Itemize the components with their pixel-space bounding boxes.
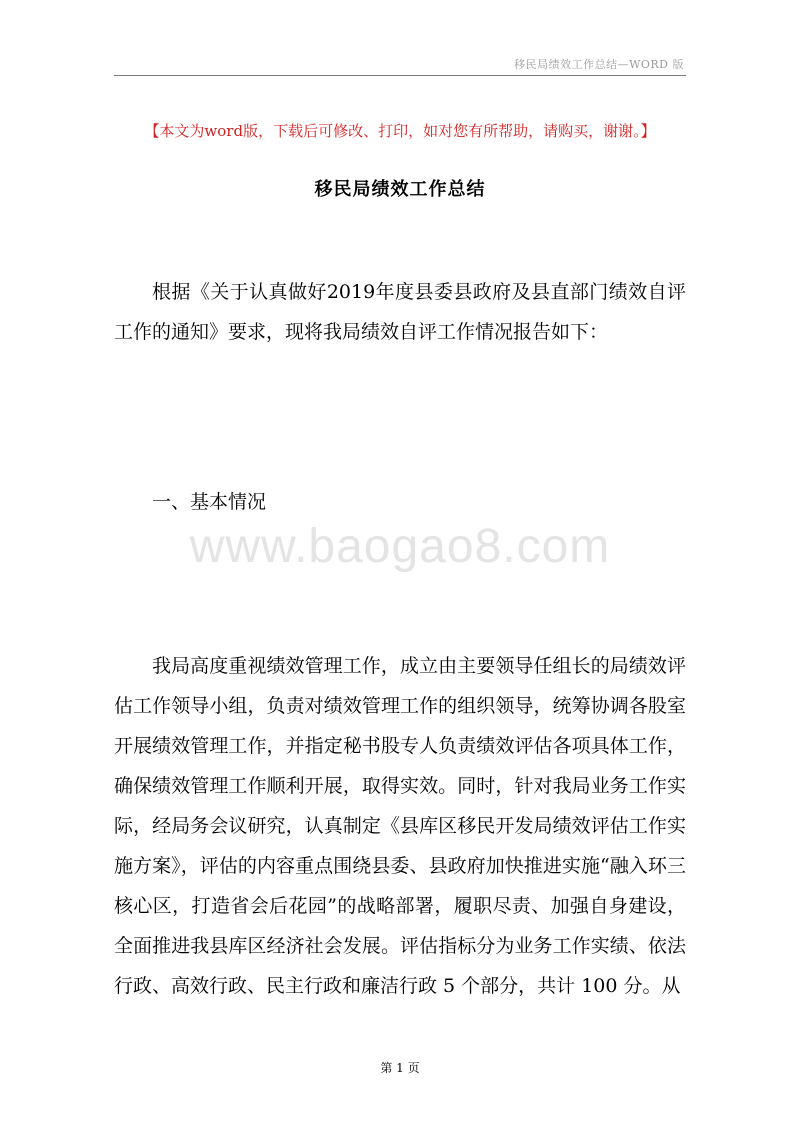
- purchase-notice: 【本文为word版，下载后可修改、打印，如对您有所帮助，请购买，谢谢。】: [144, 122, 656, 140]
- document-title: 移民局绩效工作总结: [314, 179, 486, 200]
- section-heading-basic-info: 一、基本情况: [152, 491, 267, 513]
- page-number: 第 1 页: [380, 1061, 420, 1075]
- section-1-paragraph: 我局高度重视绩效管理工作，成立由主要领导任组长的局绩效评估工作领导小组，负责对绩效管理工作的组织领导，统筹协调各股室开展绩效管理工作，并指定秘书股专人负责绩效评估各项具体工作，确保绩效管理工作顺利开展，取得实效。同时，针对我局业务工作实际，经局务会议研究，认真制定《县库区移民开发局绩效评估工作实施方案》，评估的内容重点围绕县委、县政府加快推进实施“融入环三核心区，打造省会后花园”的战略部署，履职尽责、加强自身建设，全面推进我县库区经济社会发展。评估指标分为业务工作实绩、依法行政、高效行政、民主行政和廉洁行政 5 个部分，共计 100 分。从: [114, 655, 686, 997]
- watermark: www.baogao8.com: [189, 520, 611, 573]
- running-header: 移民局绩效工作总结—WORD 版: [514, 58, 684, 71]
- intro-paragraph: 根据《关于认真做好2019年度县委县政府及县直部门绩效自评工作的通知》要求，现将我局绩效自评工作情况报告如下：: [114, 281, 686, 343]
- header-divider: [114, 75, 686, 76]
